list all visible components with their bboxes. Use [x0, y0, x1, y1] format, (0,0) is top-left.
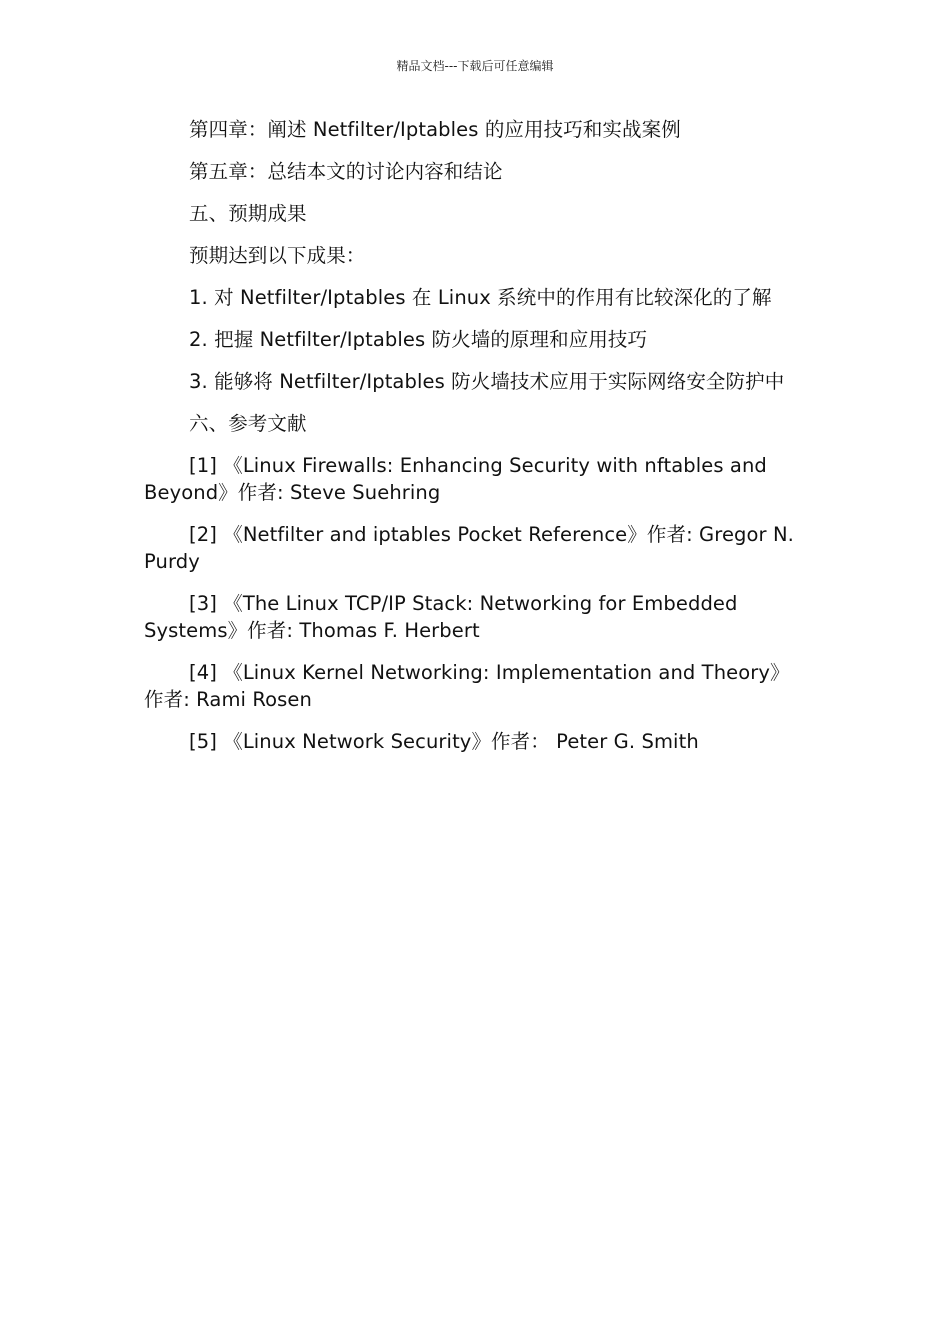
- expected-results-intro: 预期达到以下成果：: [189, 244, 366, 267]
- section-heading-references: 六、参考文献: [189, 412, 307, 435]
- document-body: [144, 116, 806, 770]
- chapter-4-line: 第四章：阐述 Netfilter/Iptables 的应用技巧和实战案例: [189, 118, 681, 141]
- reference-item-5: [5] 《Linux Network Security》作者： Peter G. Smith: [189, 730, 699, 753]
- reference-item-1: [1] 《Linux Firewalls: Enhancing Security with nftables and Beyond》作者: Steve Suehring: [144, 454, 767, 504]
- expected-result-item-3: 3. 能够将 Netfilter/Iptables 防火墙技术应用于实际网络安全防护中: [189, 370, 785, 393]
- expected-result-item-2: 2. 把握 Netfilter/Iptables 防火墙的原理和应用技巧: [189, 328, 648, 351]
- reference-item-3: [3] 《The Linux TCP/IP Stack: Networking for Embedded Systems》作者: Thomas F. Herbert: [144, 592, 738, 642]
- section-heading-expected-results: 五、预期成果: [189, 202, 307, 225]
- reference-item-2: [2] 《Netfilter and iptables Pocket Reference》作者: Gregor N. Purdy: [144, 523, 794, 573]
- expected-result-item-1: 1. 对 Netfilter/Iptables 在 Linux 系统中的作用有比较深化的了解: [189, 286, 772, 309]
- chapter-5-line: 第五章：总结本文的讨论内容和结论: [189, 160, 503, 183]
- reference-item-4: [4] 《Linux Kernel Networking: Implementation and Theory》作者: Rami Rosen: [144, 661, 790, 711]
- page-header: 精品文档---下载后可任意编辑: [396, 59, 554, 73]
